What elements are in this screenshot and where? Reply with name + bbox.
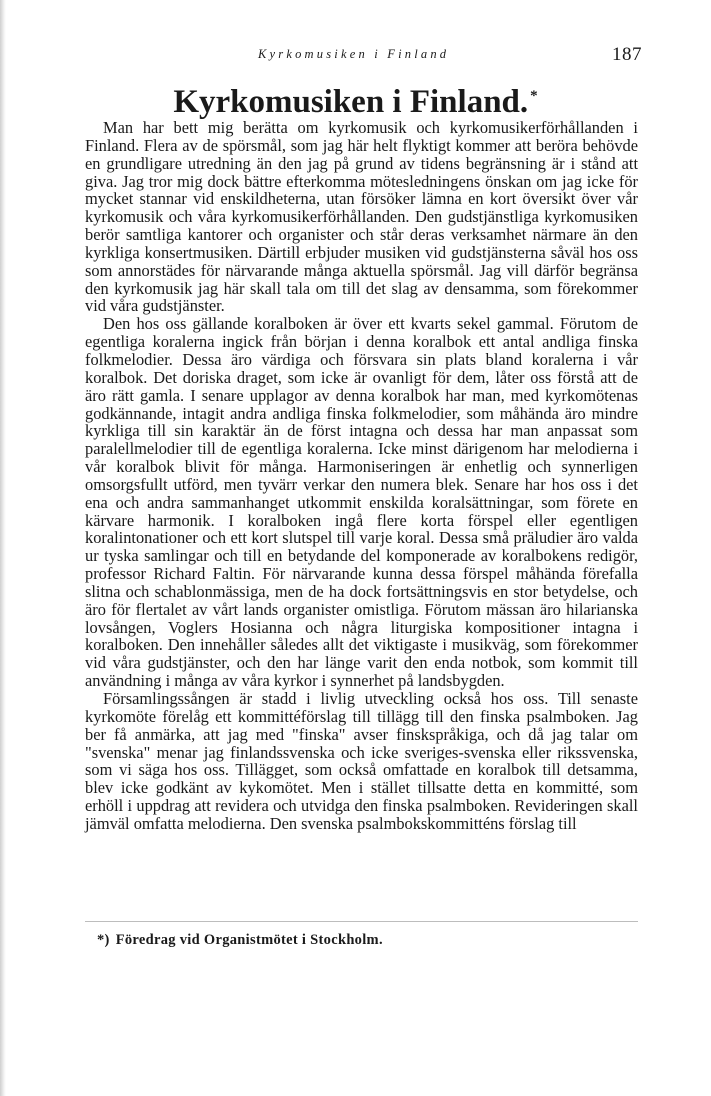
footnote [97,932,383,949]
running-head [0,44,711,69]
paragraph: Församlingssången är stadd i livlig utveckling också hos oss. Till senaste kyrkomöte förelåg ett kommittéförslag till tillägg till den finska psalmboken. Jag ber få anmärka, att jag med "finska" avser finskspråkiga, och då jag talar om "svenska" menar jag finlandssvenska och icke sveriges-svenska eller rikssvenska, som vi säga hos oss. Tillägget, som också omfattade en koralbok till detsamma, blev icke godkänt av kykomötet. Men i stället tillsatte detta en kommitté, som erhöll i uppdrag att revidera och utvidga den finska psalmboken. Revideringen skall jämväl omfatta melodierna. Den svenska psalmbokskommitténs förslag till [85,689,638,833]
footnote-reference: * [530,88,538,104]
footnote-rule [85,921,638,922]
scan-shadow-edge [0,0,6,1096]
paragraph: Man har bett mig berätta om kyrkomusik och kyrkomusikerförhållanden i Finland. Flera av de spörsmål, som jag här helt flyktigt kommer att beröra behövde en grundligare utredning än den jag på grund av tidens begränsning är i stånd att giva. Jag tror mig dock bättre efterkomma mötesledningens önskan om jag icke för mycket stannar vid enskildheterna, utan försöker lämna en kort översikt över vår kyrkomusik och våra kyrkomusikerförhållanden. Den gudstjänstliga kyrkomusiken berör samtliga kantorer och organister och står deras verksamhet närmare än den kyrkliga konsertmusiken. Därtill erbjuder musiken vid gudstjänsterna såväl hos oss som annorstädes för närvarande många aktuella spörsmål. Jag vill därför begränsa den kyrkomusik jag här skall tala om till det slag av densamma, som förekommer vid våra gudstjänster. [85,118,638,316]
footnote-text: Föredrag vid Organistmötet i Stockholm. [115,932,383,948]
page-number: 187 [612,44,642,65]
running-title: Kyrkomusiken i Finland [258,47,450,61]
article-title [0,74,711,124]
paragraph: Den hos oss gällande koralboken är över ett kvarts sekel gammal. Förutom de egentliga koralerna ingick från början i denna koralbok ett antal andliga finska folkmelodier. Dessa äro värdiga och försvara sin plats bland koralerna i vår koralbok. Det doriska draget, som icke är ovanligt för dem, låter oss förstå att de äro rätt gamla. I senare upplagor av denna koralbok har man, med kyrkomötenas godkännande, intagit andra andliga finska folkmelodier, som måhända äro mindre kyrkliga till sin karaktär än de först intagna och dessa har man anpassat som paralellmelodier till de egentliga koralerna. Icke minst därigenom har melodierna i vår koralbok blivit för många. Harmoniseringen är enhetlig och synnerligen omsorgsfullt utförd, men tyvärr verkar den numera blek. Senare har hos oss i det ena och andra sammanhanget utkommit enskilda koralsättningar, som förete en kärvare harmonik. I koralboken ingå flere korta förspel eller egentligen koralintonationer och ett kort slutspel till varje koral. Dessa små präludier äro valda ur tyska samlingar och till en betydande del komponerade av koralbokens redigör, professor Richard Faltin. För närvarande kunna dessa förspel måhända förefalla slitna och schablonmässiga, men de ha dock fortsättningsvis en stor betydelse, och äro för flertalet av vårt lands organister omistliga. Förutom mässan äro hilarianska lovsången, Voglers Hosianna och några liturgiska kompositioner intagna i koralboken. Den innehåller således allt det viktigaste i musikväg, som förekommer vid våra gudstjänster, och den har länge varit den enda notbok, som kommit till användning i många av våra kyrkor i synnerhet på landsbygden. [85,314,638,691]
footnote-marker: *) [97,932,110,948]
article-title-text: Kyrkomusiken i Finland. [173,84,529,120]
article-body [85,119,638,833]
